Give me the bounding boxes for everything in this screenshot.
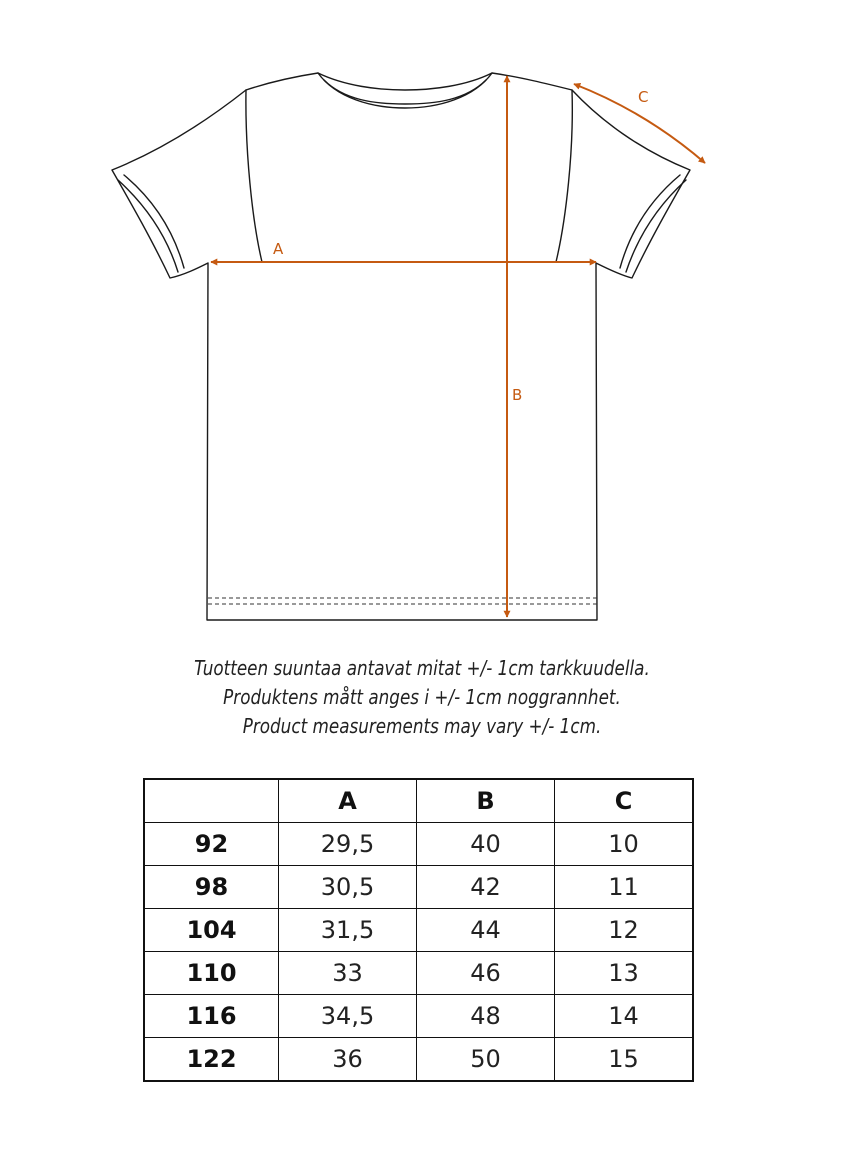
- note-finnish: Tuotteen suuntaa antavat mitat +/- 1cm tarkkuudella.: [194, 656, 650, 680]
- row-size: 104: [144, 909, 279, 952]
- row-b: 48: [417, 995, 555, 1038]
- hem-stitching: [208, 598, 597, 604]
- row-b: 46: [417, 952, 555, 995]
- row-a: 30,5: [279, 866, 417, 909]
- table-row: [144, 909, 693, 952]
- size-table: [143, 778, 694, 1082]
- table-row: [144, 866, 693, 909]
- row-b: 50: [417, 1038, 555, 1082]
- header-a: A: [279, 779, 417, 823]
- row-c: 10: [555, 823, 694, 866]
- row-a: 34,5: [279, 995, 417, 1038]
- table-row: [144, 1038, 693, 1082]
- row-b: 42: [417, 866, 555, 909]
- row-a: 36: [279, 1038, 417, 1082]
- row-c: 13: [555, 952, 694, 995]
- row-c: 14: [555, 995, 694, 1038]
- table-header-row: [144, 779, 693, 823]
- row-size: 122: [144, 1038, 279, 1082]
- row-size: 98: [144, 866, 279, 909]
- row-size: 110: [144, 952, 279, 995]
- row-a: 31,5: [279, 909, 417, 952]
- header-size: [144, 779, 279, 823]
- table-row: [144, 995, 693, 1038]
- label-a: A: [273, 240, 284, 258]
- tshirt-outline: [112, 73, 690, 620]
- row-a: 33: [279, 952, 417, 995]
- row-a: 29,5: [279, 823, 417, 866]
- label-b: B: [512, 386, 523, 404]
- table-row: [144, 823, 693, 866]
- row-c: 15: [555, 1038, 694, 1082]
- row-c: 12: [555, 909, 694, 952]
- row-size: 92: [144, 823, 279, 866]
- header-c: C: [555, 779, 694, 823]
- label-c: C: [638, 88, 649, 106]
- row-b: 44: [417, 909, 555, 952]
- header-b: B: [417, 779, 555, 823]
- row-c: 11: [555, 866, 694, 909]
- table-row: [144, 952, 693, 995]
- row-size: 116: [144, 995, 279, 1038]
- measurement-notes: [68, 654, 777, 741]
- row-b: 40: [417, 823, 555, 866]
- note-english: Product measurements may vary +/- 1cm.: [242, 714, 602, 738]
- note-swedish: Produktens mått anges i +/- 1cm noggrannhet.: [223, 685, 621, 709]
